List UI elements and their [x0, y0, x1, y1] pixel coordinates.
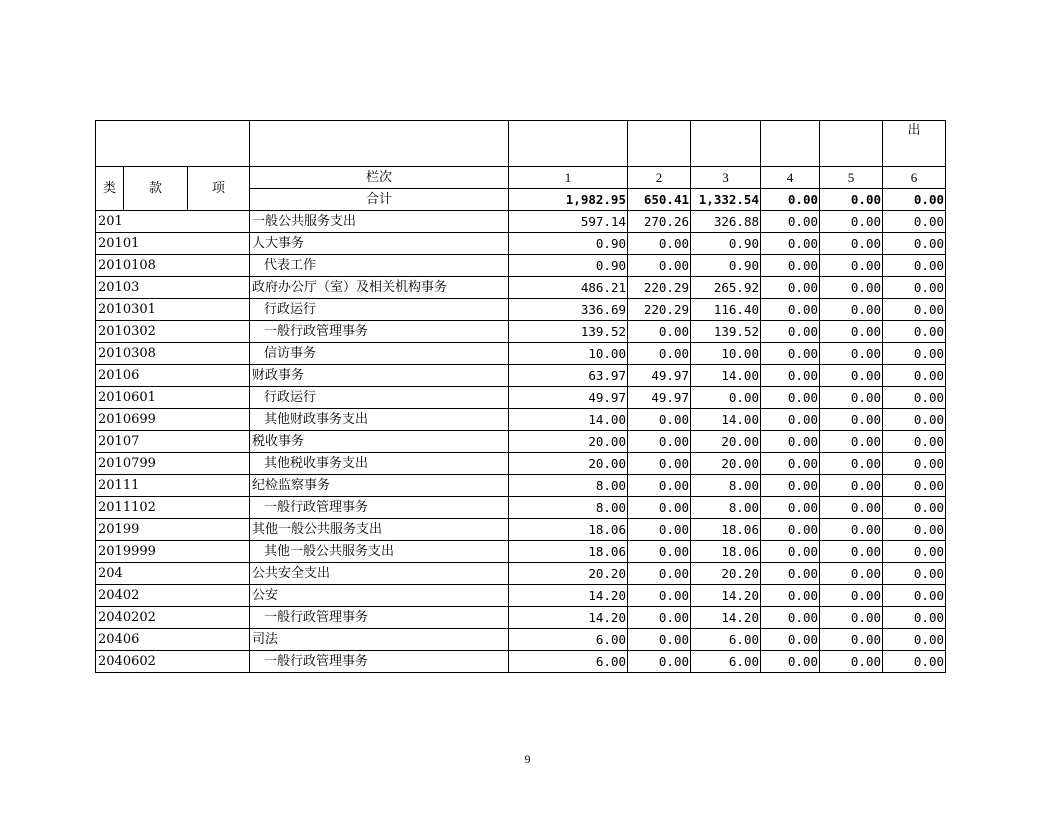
- row-name: 一般行政管理事务: [250, 607, 509, 629]
- row-value: 0.00: [761, 585, 820, 607]
- row-value: 0.00: [820, 607, 883, 629]
- header-corner-label: 出: [883, 121, 946, 167]
- table-row: [96, 211, 946, 233]
- row-value: 326.88: [691, 211, 761, 233]
- row-value: 0.00: [761, 255, 820, 277]
- row-name: 一般行政管理事务: [250, 651, 509, 673]
- header-class: 类: [96, 167, 124, 211]
- row-value: 20.20: [509, 563, 628, 585]
- row-value: 0.00: [820, 299, 883, 321]
- row-value: 0.90: [691, 233, 761, 255]
- header-col-number: 4: [761, 167, 820, 189]
- row-value: 0.00: [628, 343, 691, 365]
- row-value: 14.20: [691, 607, 761, 629]
- row-value: 0.00: [820, 321, 883, 343]
- row-value: 0.00: [628, 453, 691, 475]
- table-row: [96, 519, 946, 541]
- header-item: 项: [188, 167, 250, 211]
- header-blank-cell: [96, 121, 250, 167]
- row-value: 14.20: [509, 585, 628, 607]
- row-value: 10.00: [691, 343, 761, 365]
- row-value: 10.00: [509, 343, 628, 365]
- row-value: 14.00: [691, 409, 761, 431]
- row-name: 税收事务: [250, 431, 509, 453]
- row-value: 0.00: [883, 321, 946, 343]
- header-blank-cell: [691, 121, 761, 167]
- header-section: 款: [124, 167, 188, 211]
- table-row: [96, 233, 946, 255]
- table-row: [96, 651, 946, 673]
- row-value: 270.26: [628, 211, 691, 233]
- row-value: 0.00: [761, 365, 820, 387]
- row-value: 6.00: [509, 651, 628, 673]
- row-value: 0.00: [820, 541, 883, 563]
- row-value: 486.21: [509, 277, 628, 299]
- row-value: 265.92: [691, 277, 761, 299]
- row-value: 0.00: [628, 321, 691, 343]
- row-value: 0.00: [761, 431, 820, 453]
- row-value: 0.00: [820, 255, 883, 277]
- row-value: 0.00: [820, 629, 883, 651]
- row-code: 2010799: [96, 453, 250, 475]
- row-value: 0.00: [820, 651, 883, 673]
- row-code: 20402: [96, 585, 250, 607]
- row-value: 0.00: [761, 321, 820, 343]
- row-name: 一般行政管理事务: [250, 321, 509, 343]
- table-row: [96, 453, 946, 475]
- row-name: 其他税收事务支出: [250, 453, 509, 475]
- row-name: 一般公共服务支出: [250, 211, 509, 233]
- row-code: 20103: [96, 277, 250, 299]
- row-value: 0.00: [761, 299, 820, 321]
- row-code: 2010302: [96, 321, 250, 343]
- row-value: 220.29: [628, 277, 691, 299]
- row-code: 2011102: [96, 497, 250, 519]
- row-name: 一般行政管理事务: [250, 497, 509, 519]
- table-row: [96, 255, 946, 277]
- row-value: 139.52: [691, 321, 761, 343]
- header-col-number: 1: [509, 167, 628, 189]
- row-value: 63.97: [509, 365, 628, 387]
- row-value: 8.00: [691, 497, 761, 519]
- total-value: 0.00: [820, 189, 883, 211]
- row-code: 20111: [96, 475, 250, 497]
- row-value: 0.00: [883, 585, 946, 607]
- row-value: 20.00: [691, 453, 761, 475]
- row-value: 18.06: [509, 519, 628, 541]
- row-name: 公安: [250, 585, 509, 607]
- row-value: 0.00: [883, 343, 946, 365]
- row-value: 0.90: [509, 233, 628, 255]
- row-value: 0.00: [820, 453, 883, 475]
- row-value: 14.20: [509, 607, 628, 629]
- row-value: 0.00: [628, 585, 691, 607]
- row-value: 20.00: [509, 431, 628, 453]
- header-blank-cell: [628, 121, 691, 167]
- table-row: [96, 387, 946, 409]
- row-name: 其他一般公共服务支出: [250, 541, 509, 563]
- page-number: 9: [524, 752, 531, 766]
- table-row: [96, 497, 946, 519]
- row-value: 0.00: [883, 277, 946, 299]
- table-row: [96, 321, 946, 343]
- row-value: 0.00: [761, 651, 820, 673]
- row-value: 18.06: [691, 519, 761, 541]
- row-value: 0.00: [820, 387, 883, 409]
- row-value: 0.00: [761, 277, 820, 299]
- row-name: 信访事务: [250, 343, 509, 365]
- row-value: 0.00: [820, 277, 883, 299]
- header-blank-cell: [250, 121, 509, 167]
- row-value: 0.00: [628, 629, 691, 651]
- row-value: 6.00: [691, 651, 761, 673]
- row-value: 20.00: [691, 431, 761, 453]
- row-value: 0.00: [883, 563, 946, 585]
- row-value: 0.00: [628, 607, 691, 629]
- row-value: 0.00: [628, 475, 691, 497]
- row-code: 20406: [96, 629, 250, 651]
- row-value: 6.00: [691, 629, 761, 651]
- row-code: 2010301: [96, 299, 250, 321]
- row-value: 0.00: [883, 299, 946, 321]
- row-value: 20.00: [509, 453, 628, 475]
- row-value: 0.00: [691, 387, 761, 409]
- header-blank-cell: [820, 121, 883, 167]
- row-value: 0.00: [883, 211, 946, 233]
- row-value: 139.52: [509, 321, 628, 343]
- row-name: 行政运行: [250, 387, 509, 409]
- row-value: 0.00: [883, 431, 946, 453]
- row-code: 2040602: [96, 651, 250, 673]
- row-code: 204: [96, 563, 250, 585]
- table-row: [96, 629, 946, 651]
- row-value: 0.90: [509, 255, 628, 277]
- row-code: 20101: [96, 233, 250, 255]
- row-value: 18.06: [691, 541, 761, 563]
- row-value: 0.00: [820, 563, 883, 585]
- row-value: 0.00: [761, 497, 820, 519]
- row-value: 597.14: [509, 211, 628, 233]
- table-row: [96, 475, 946, 497]
- row-code: 20199: [96, 519, 250, 541]
- total-value: 0.00: [761, 189, 820, 211]
- row-value: 0.00: [820, 233, 883, 255]
- row-value: 0.00: [883, 607, 946, 629]
- row-value: 0.00: [883, 541, 946, 563]
- row-value: 0.00: [820, 365, 883, 387]
- row-name: 公共安全支出: [250, 563, 509, 585]
- row-value: 0.00: [761, 453, 820, 475]
- row-value: 0.00: [628, 409, 691, 431]
- row-value: 0.00: [883, 233, 946, 255]
- row-value: 0.00: [820, 343, 883, 365]
- row-value: 49.97: [628, 365, 691, 387]
- total-value: 650.41: [628, 189, 691, 211]
- row-value: 0.00: [628, 519, 691, 541]
- row-value: 0.00: [628, 563, 691, 585]
- row-value: 0.00: [820, 409, 883, 431]
- table-row: [96, 431, 946, 453]
- row-value: 0.00: [761, 409, 820, 431]
- header-col-number: 2: [628, 167, 691, 189]
- row-value: 20.20: [691, 563, 761, 585]
- row-name: 财政事务: [250, 365, 509, 387]
- row-value: 0.00: [761, 541, 820, 563]
- header-index-label: 栏次: [250, 167, 509, 189]
- table-row: [96, 607, 946, 629]
- row-code: 2040202: [96, 607, 250, 629]
- row-value: 0.00: [820, 585, 883, 607]
- row-name: 行政运行: [250, 299, 509, 321]
- row-value: 0.00: [761, 233, 820, 255]
- total-value: 1,332.54: [691, 189, 761, 211]
- row-value: 0.00: [883, 387, 946, 409]
- row-value: 0.00: [761, 607, 820, 629]
- row-value: 14.00: [509, 409, 628, 431]
- table-row: [96, 563, 946, 585]
- header-row-index: [96, 167, 946, 189]
- row-code: 2010601: [96, 387, 250, 409]
- row-value: 8.00: [509, 475, 628, 497]
- row-value: 0.00: [761, 519, 820, 541]
- row-value: 0.00: [820, 211, 883, 233]
- row-value: 18.06: [509, 541, 628, 563]
- row-value: 0.00: [628, 541, 691, 563]
- row-value: 14.00: [691, 365, 761, 387]
- table-row: [96, 299, 946, 321]
- total-value: 0.00: [883, 189, 946, 211]
- row-value: 0.00: [761, 343, 820, 365]
- row-value: 0.00: [820, 475, 883, 497]
- table-row: [96, 365, 946, 387]
- row-value: 0.00: [761, 387, 820, 409]
- header-col-number: 5: [820, 167, 883, 189]
- header-row-top: [96, 121, 946, 167]
- row-code: 2010108: [96, 255, 250, 277]
- table-row: [96, 585, 946, 607]
- row-value: 0.00: [883, 409, 946, 431]
- header-blank-cell: [761, 121, 820, 167]
- row-name: 代表工作: [250, 255, 509, 277]
- row-name: 其他财政事务支出: [250, 409, 509, 431]
- row-value: 0.00: [883, 475, 946, 497]
- row-value: 220.29: [628, 299, 691, 321]
- row-code: 2010699: [96, 409, 250, 431]
- row-value: 14.20: [691, 585, 761, 607]
- row-value: 0.00: [820, 519, 883, 541]
- row-value: 0.00: [883, 453, 946, 475]
- header-col-number: 3: [691, 167, 761, 189]
- table-row: [96, 343, 946, 365]
- total-label: 合计: [250, 189, 509, 211]
- row-code: 2019999: [96, 541, 250, 563]
- budget-table: [95, 120, 946, 673]
- row-value: 0.00: [883, 365, 946, 387]
- row-name: 纪检监察事务: [250, 475, 509, 497]
- table-row: [96, 541, 946, 563]
- row-value: 0.00: [820, 497, 883, 519]
- row-code: 20107: [96, 431, 250, 453]
- row-value: 0.00: [628, 497, 691, 519]
- row-name: 其他一般公共服务支出: [250, 519, 509, 541]
- row-value: 0.00: [628, 431, 691, 453]
- row-value: 0.00: [761, 629, 820, 651]
- row-value: 0.00: [883, 651, 946, 673]
- row-value: 0.00: [761, 475, 820, 497]
- row-value: 6.00: [509, 629, 628, 651]
- row-name: 政府办公厅（室）及相关机构事务: [250, 277, 509, 299]
- header-blank-cell: [509, 121, 628, 167]
- row-value: 0.00: [761, 563, 820, 585]
- row-code: 2010308: [96, 343, 250, 365]
- row-value: 0.00: [628, 255, 691, 277]
- row-value: 49.97: [509, 387, 628, 409]
- row-value: 116.40: [691, 299, 761, 321]
- row-value: 0.00: [628, 651, 691, 673]
- row-value: 8.00: [509, 497, 628, 519]
- row-value: 0.00: [883, 629, 946, 651]
- header-col-number: 6: [883, 167, 946, 189]
- row-value: 8.00: [691, 475, 761, 497]
- table-row: [96, 277, 946, 299]
- row-value: 0.90: [691, 255, 761, 277]
- row-value: 49.97: [628, 387, 691, 409]
- row-code: 20106: [96, 365, 250, 387]
- table-row: [96, 409, 946, 431]
- row-value: 0.00: [883, 255, 946, 277]
- row-value: 0.00: [883, 519, 946, 541]
- row-value: 0.00: [628, 233, 691, 255]
- row-value: 0.00: [820, 431, 883, 453]
- row-value: 336.69: [509, 299, 628, 321]
- row-code: 201: [96, 211, 250, 233]
- total-value: 1,982.95: [509, 189, 628, 211]
- row-name: 司法: [250, 629, 509, 651]
- row-value: 0.00: [883, 497, 946, 519]
- row-name: 人大事务: [250, 233, 509, 255]
- row-value: 0.00: [761, 211, 820, 233]
